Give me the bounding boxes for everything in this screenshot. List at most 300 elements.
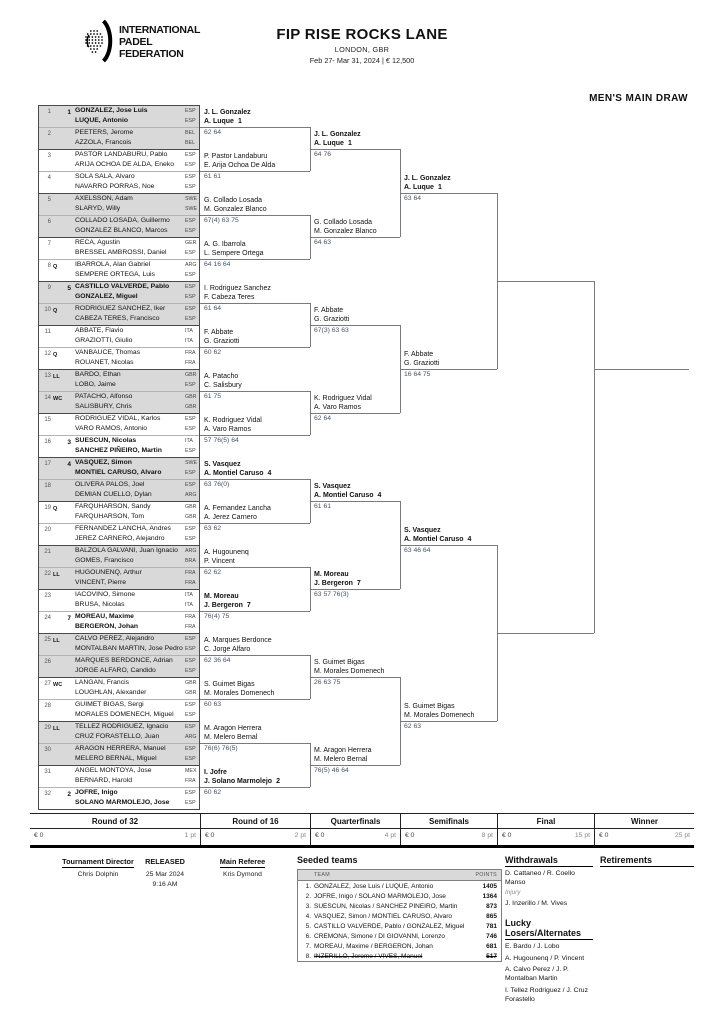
winner-player-name: P. Vincent — [204, 558, 235, 565]
round-label: Semifinals — [401, 814, 497, 829]
bracket-connector — [310, 743, 311, 787]
match-score: 61 75 — [204, 393, 222, 400]
bracket-connector — [310, 215, 311, 259]
withdrawals-block — [505, 855, 593, 1005]
withdrawal-team: D. Cattaneo / R. Coello Manso — [505, 870, 575, 886]
dates-prize-separator: | — [381, 56, 384, 65]
winner-line — [200, 743, 310, 744]
round16-entry — [204, 327, 306, 346]
round-prize: € 0 — [205, 832, 215, 839]
match-score: 62 64 — [314, 415, 332, 422]
winner-line — [200, 699, 310, 700]
country-code: ESP — [185, 228, 196, 234]
team-players — [73, 304, 185, 325]
winner-line — [310, 237, 400, 238]
draw-position: 22 — [44, 571, 51, 577]
tournament-director-label: Tournament Director — [62, 857, 134, 866]
country-code: GBR — [185, 514, 197, 520]
winner-line — [200, 391, 310, 392]
team-nationalities — [185, 502, 200, 523]
seed-number — [63, 568, 73, 589]
country-code: GBR — [185, 404, 197, 410]
country-code: ESP — [185, 658, 196, 664]
winner-seed-number: 4 — [467, 536, 472, 543]
player-name: DEMIAN CUELLO, Dylan — [75, 491, 152, 498]
team-players — [73, 634, 185, 655]
seeded-col-points: POINTS — [475, 872, 497, 878]
player-name: FARQUHARSON, Tom — [75, 513, 144, 520]
match-score: 63 46 64 — [404, 547, 431, 554]
draw-position: 24 — [44, 615, 51, 621]
seed-number — [63, 590, 73, 611]
winner-player-name: K. Rodriguez Vidal — [314, 395, 372, 402]
seeded-team-points: 873 — [486, 902, 497, 910]
winner-line — [200, 171, 310, 172]
team-nationalities — [185, 546, 200, 567]
draw-position: 27 — [44, 681, 51, 687]
round16-entry — [204, 415, 306, 434]
released-date: 25 Mar 2024 — [145, 871, 185, 878]
winner-line — [310, 765, 400, 766]
team-players — [73, 612, 185, 633]
winner-player-name: M. Moreau — [314, 571, 349, 578]
country-code: GBR — [185, 372, 197, 378]
bracket-team-row — [38, 303, 200, 325]
bracket-team-row — [38, 325, 200, 347]
rounds-bar-cell-final — [497, 814, 594, 845]
team-nationalities — [185, 568, 200, 589]
winner-player-name: A. Marques Berdonce — [204, 637, 272, 644]
winner-line — [200, 215, 310, 216]
team-nationalities — [185, 194, 200, 215]
country-code: ESP — [185, 108, 196, 114]
seeded-team-names: SUESCUN, Nicolas / SANCHEZ PIÑEIRO, Martin — [314, 902, 458, 910]
rounds-bar-cell-semifinals — [400, 814, 497, 845]
country-code: BEL — [185, 140, 196, 146]
event-dates-prize — [0, 56, 724, 65]
bracket-connector — [310, 479, 311, 523]
bracket-team-row — [38, 457, 200, 479]
winner-player-name: A. Fernandez Lancha — [204, 505, 271, 512]
winner-player-name: J. Bergeron 7 — [204, 602, 251, 609]
draw-position: 9 — [47, 285, 51, 291]
winner-seed-number: 1 — [437, 184, 442, 191]
team-nationalities — [185, 238, 200, 259]
winner-line — [200, 611, 310, 612]
entry-type-tag — [51, 172, 63, 193]
lucky-losers-title-line2: Losers/Alternates — [505, 928, 593, 940]
winner-player-name: S. Vasquez — [404, 527, 441, 534]
country-code: BEL — [185, 130, 196, 136]
seed-number — [63, 370, 73, 391]
seed-number — [63, 700, 73, 721]
bracket-team-row — [38, 171, 200, 193]
released-time: 9:16 AM — [152, 881, 178, 888]
team-nationalities — [185, 216, 200, 237]
winner-player-name: S. Vasquez — [314, 483, 351, 490]
team-nationalities — [185, 260, 200, 281]
country-code: ESP — [185, 646, 196, 652]
team-players — [73, 436, 185, 457]
winner-line — [200, 787, 310, 788]
country-code: FRA — [185, 614, 196, 620]
winner-player-name: E. Arija Ochoa De Alda — [204, 162, 276, 169]
team-separator-line — [39, 743, 199, 744]
round16-entry — [204, 151, 306, 170]
winner-seed-number: 4 — [267, 470, 272, 477]
bracket-team-row — [38, 369, 200, 391]
player-name: VANBAUCE, Thomas — [75, 349, 141, 356]
withdrawals-title: Withdrawals — [505, 855, 593, 867]
winner-player-name: M. Gonzalez Blanco — [314, 228, 377, 235]
lucky-loser-team: A. Hugounenq / P. Vincent — [505, 954, 585, 962]
seeded-teams-header — [298, 870, 501, 881]
round-points: 2 pt — [294, 832, 306, 839]
player-name: TELLEZ RODRIGUEZ, Ignacio — [75, 723, 169, 730]
country-code: GBR — [185, 504, 197, 510]
team-players — [73, 128, 185, 149]
seeded-team-number: 4. — [305, 912, 311, 920]
rounds-bar-cell-quarterfinals — [310, 814, 400, 845]
winner-player-name: M. Morales Domenech — [314, 668, 385, 675]
draw-position: 2 — [47, 131, 51, 137]
team-players — [73, 766, 185, 787]
lucky-loser-team: I. Tellez Rodriguez / J. Cruz Forastello — [505, 987, 588, 1003]
country-code: GBR — [185, 690, 197, 696]
team-nationalities — [185, 436, 200, 457]
country-code: ESP — [185, 174, 196, 180]
seeded-team-names: GONZALEZ, Jose Luis / LUQUE, Antonio — [314, 882, 434, 890]
player-name: GOMES, Francisco — [75, 557, 134, 564]
seed-number — [63, 634, 73, 655]
seed-number: 1 — [67, 109, 71, 116]
team-players — [73, 392, 185, 413]
team-players — [73, 744, 185, 765]
team-players — [73, 722, 185, 743]
round-label: Final — [498, 814, 594, 829]
seeded-team-names: JOFRE, Inigo / SOLANO MARMOLEJO, Jose — [314, 892, 446, 900]
winner-player-name: S. Guimet Bigas — [204, 681, 255, 688]
seed-number — [63, 766, 73, 787]
seed-number — [63, 238, 73, 259]
round16-entry — [204, 635, 306, 654]
winner-player-name: A. G. Ibarrola — [204, 241, 246, 248]
round-label: Round of 32 — [30, 814, 200, 829]
entry-type-tag: Q — [53, 308, 58, 314]
draw-title: MEN'S MAIN DRAW — [589, 93, 688, 104]
event-title: FIP RISE ROCKS LANE — [276, 26, 448, 43]
bracket-team-row — [38, 743, 200, 765]
draw-position: 5 — [47, 197, 51, 203]
player-name: SOLA SALA, Alvaro — [75, 173, 135, 180]
team-nationalities — [185, 370, 200, 391]
released-block — [136, 857, 194, 889]
bracket-team-row — [38, 765, 200, 787]
seed-number — [63, 150, 73, 171]
winner-player-name: M. Aragon Herrera — [204, 725, 262, 732]
bracket-team-row — [38, 567, 200, 589]
bracket-team-row — [38, 633, 200, 655]
winner-player-name: A. Montiel Caruso 4 — [404, 536, 472, 543]
player-name: BERNARD, Harold — [75, 777, 133, 784]
retirements-block — [600, 855, 694, 867]
winner-player-name: A. Hugounenq — [204, 549, 249, 556]
player-name: IACOVINO, Simone — [75, 591, 136, 598]
team-nationalities — [185, 414, 200, 435]
seeded-team-number: 7. — [305, 942, 311, 950]
team-separator-line — [39, 479, 199, 480]
team-nationalities — [185, 700, 200, 721]
draw-position: 21 — [44, 549, 51, 555]
team-players — [73, 216, 185, 237]
draw-position: 3 — [47, 153, 51, 159]
team-nationalities — [185, 326, 200, 347]
team-players — [73, 172, 185, 193]
country-code: ESP — [185, 756, 196, 762]
team-nationalities — [185, 656, 200, 677]
finalist-line — [497, 281, 594, 282]
seed-number — [63, 392, 73, 413]
player-name: GUIMET BIGAS, Sergi — [75, 701, 144, 708]
entry-type-tag — [51, 700, 63, 721]
bracket-team-row — [38, 435, 200, 457]
seed-number: 4 — [67, 461, 71, 468]
team-players — [73, 590, 185, 611]
winner-line — [400, 369, 497, 370]
country-code: ESP — [185, 316, 196, 322]
draw-position: 14 — [44, 395, 51, 401]
bracket-team-row — [38, 149, 200, 171]
seeded-team-points: 681 — [486, 942, 497, 950]
country-code: ARG — [185, 548, 197, 554]
player-name: COLLADO LOSADA, Guillermo — [75, 217, 170, 224]
team-nationalities — [185, 172, 200, 193]
bracket-team-row — [38, 193, 200, 215]
bracket-team-row — [38, 215, 200, 237]
winner-player-name: J. L. Gonzalez — [314, 131, 361, 138]
player-name: RECA, Agustin — [75, 239, 120, 246]
round-points: 15 pt — [574, 832, 590, 839]
round16-entry — [204, 547, 306, 566]
country-code: MEX — [185, 768, 197, 774]
seeded-team-row — [298, 881, 501, 891]
winner-player-name: J. L. Gonzalez — [204, 109, 251, 116]
withdrawal-team: J. Inzerillo / M. Vives — [505, 900, 568, 908]
team-nationalities — [185, 304, 200, 325]
country-code: ITA — [185, 338, 193, 344]
winner-player-name: F. Abbate — [314, 307, 344, 314]
team-nationalities — [185, 590, 200, 611]
player-name: LOUGHLAN, Alexander — [75, 689, 147, 696]
round16-entry — [204, 503, 306, 522]
country-code: FRA — [185, 778, 196, 784]
winner-player-name: C. Jorge Alfaro — [204, 646, 251, 653]
winner-player-name: F. Abbate — [404, 351, 434, 358]
winner-line — [200, 655, 310, 656]
country-code: ARG — [185, 492, 197, 498]
entry-type-tag — [51, 106, 63, 127]
player-name: BERGERON, Johan — [75, 623, 139, 630]
team-separator-line — [39, 567, 199, 568]
withdrawal-reason: Injury — [505, 888, 521, 896]
bracket-connector — [310, 567, 311, 611]
country-code: ESP — [185, 746, 196, 752]
seed-number — [63, 414, 73, 435]
bracket-team-row — [38, 787, 200, 809]
winner-seed-number: 1 — [237, 118, 242, 125]
quarterfinal-entry — [314, 481, 396, 500]
seed-number — [63, 678, 73, 699]
team-players — [73, 502, 185, 523]
team-players — [73, 788, 185, 809]
winner-player-name: J. Bergeron 7 — [314, 580, 361, 587]
country-code: ESP — [185, 790, 196, 796]
entry-type-tag: LL — [53, 638, 60, 644]
entry-type-tag — [51, 150, 63, 171]
seed-number — [63, 656, 73, 677]
semifinal-entry — [404, 525, 493, 544]
winner-seed-number: 1 — [347, 140, 352, 147]
seeded-teams-rows — [298, 881, 501, 961]
seed-number — [63, 326, 73, 347]
country-code: ESP — [185, 382, 196, 388]
seeded-team-points: 517 — [486, 952, 497, 960]
entry-type-tag — [51, 524, 63, 545]
seed-number: 5 — [67, 285, 71, 292]
draw-position: 15 — [44, 417, 51, 423]
country-code: ESP — [185, 482, 196, 488]
match-score: 63 57 76(3) — [314, 591, 349, 598]
seeded-team-number: 8. — [305, 952, 311, 960]
bracket-connector — [400, 325, 401, 413]
country-code: ITA — [185, 602, 193, 608]
country-code: ITA — [185, 438, 193, 444]
entry-type-tag — [51, 238, 63, 259]
match-score: 60 63 — [204, 701, 222, 708]
seeded-team-names: CASTILLO VALVERDE, Pablo / GONZALEZ, Miguel — [314, 922, 465, 930]
player-name: OLIVERA PALOS, Joel — [75, 481, 145, 488]
seeded-team-number: 5. — [305, 922, 311, 930]
player-name: BALZOLA GALVANI, Juan Ignacio — [75, 547, 178, 554]
entry-type-tag — [51, 590, 63, 611]
winner-player-name: I. Rodriguez Sanchez — [204, 285, 271, 292]
winner-line — [310, 589, 400, 590]
player-name: AXELSSON, Adam — [75, 195, 133, 202]
entry-type-tag — [51, 128, 63, 149]
player-name: ROUANET, Nicolas — [75, 359, 134, 366]
entry-type-tag — [51, 766, 63, 787]
winner-player-name: K. Rodriguez Vidal — [204, 417, 262, 424]
country-code: ESP — [185, 162, 196, 168]
player-name: LANGAN, Francis — [75, 679, 130, 686]
entry-type-tag: WC — [53, 682, 63, 688]
bracket-team-row — [38, 655, 200, 677]
winner-player-name: S. Guimet Bigas — [404, 703, 455, 710]
team-separator-line — [39, 171, 199, 172]
draw-position: 16 — [44, 439, 51, 445]
draw-position: 7 — [47, 241, 51, 247]
seed-number — [63, 194, 73, 215]
seeded-team-names: VASQUEZ, Simon / MONTIEL CARUSO, Alvaro — [314, 912, 452, 920]
winner-player-name: M. Melero Bernal — [204, 734, 258, 741]
team-separator-line — [39, 655, 199, 656]
rounds-bar-cell-round-of-32 — [30, 814, 200, 845]
seed-number: 7 — [67, 615, 71, 622]
seed-number — [63, 260, 73, 281]
round-prize: € 0 — [34, 832, 44, 839]
entry-type-tag — [51, 414, 63, 435]
entry-type-tag — [51, 436, 63, 457]
country-code: ARG — [185, 262, 197, 268]
seeded-col-team: TEAM — [314, 872, 330, 878]
winner-player-name: J. L. Gonzalez — [404, 175, 451, 182]
bracket-connector — [400, 149, 401, 237]
winner-player-name: F. Abbate — [204, 329, 234, 336]
seed-number — [63, 480, 73, 501]
player-name: ABBATE, Flavio — [75, 327, 124, 334]
round16-entry — [204, 591, 306, 610]
team-nationalities — [185, 788, 200, 809]
entry-type-tag: LL — [53, 726, 60, 732]
team-players — [73, 524, 185, 545]
main-referee-block — [200, 857, 285, 879]
entry-type-tag — [51, 282, 63, 303]
entry-type-tag — [51, 788, 63, 809]
winner-player-name: L. Sempere Ortega — [204, 250, 264, 257]
team-players — [73, 348, 185, 369]
team-players — [73, 480, 185, 501]
winner-player-name: A. Patacho — [204, 373, 239, 380]
bracket-team-row — [38, 677, 200, 699]
bracket-connector — [594, 281, 595, 633]
draw-position: 30 — [44, 747, 51, 753]
seeded-team-names: MOREAU, Maxime / BERGERON, Johan — [314, 942, 433, 950]
seed-number: 2 — [67, 791, 71, 798]
winner-seed-number: 7 — [246, 602, 251, 609]
round-prize: € 0 — [315, 832, 325, 839]
winner-line — [200, 347, 310, 348]
champion-line — [594, 369, 689, 370]
draw-position: 23 — [44, 593, 51, 599]
player-name: PASTOR LANDABURU, Pablo — [75, 151, 168, 158]
winner-player-name: A. Varo Ramos — [204, 426, 251, 433]
match-score: 61 61 — [314, 503, 332, 510]
entry-type-tag — [51, 216, 63, 237]
team-players — [73, 260, 185, 281]
country-code: GBR — [185, 394, 197, 400]
match-score: 26 63 75 — [314, 679, 341, 686]
team-separator-line — [39, 303, 199, 304]
round-label: Quarterfinals — [311, 814, 400, 829]
player-name: MORALES DOMENECH, Miguel — [75, 711, 174, 718]
seed-number — [63, 304, 73, 325]
seeded-team-row — [298, 951, 501, 961]
match-score: 67(4) 63 75 — [204, 217, 239, 224]
seeded-team-number: 3. — [305, 902, 311, 910]
winner-player-name: S. Vasquez — [204, 461, 241, 468]
seed-number — [63, 722, 73, 743]
country-code: FRA — [185, 360, 196, 366]
draw-position: 1 — [47, 109, 51, 115]
winner-player-name: I. Jofre — [204, 769, 227, 776]
country-code: ESP — [185, 272, 196, 278]
draw-position: 31 — [44, 769, 51, 775]
main-referee-label: Main Referee — [219, 857, 266, 866]
draw-position: 32 — [44, 791, 51, 797]
draw-position: 12 — [44, 351, 51, 357]
semifinal-entry — [404, 173, 493, 192]
semifinal-entry — [404, 349, 493, 368]
